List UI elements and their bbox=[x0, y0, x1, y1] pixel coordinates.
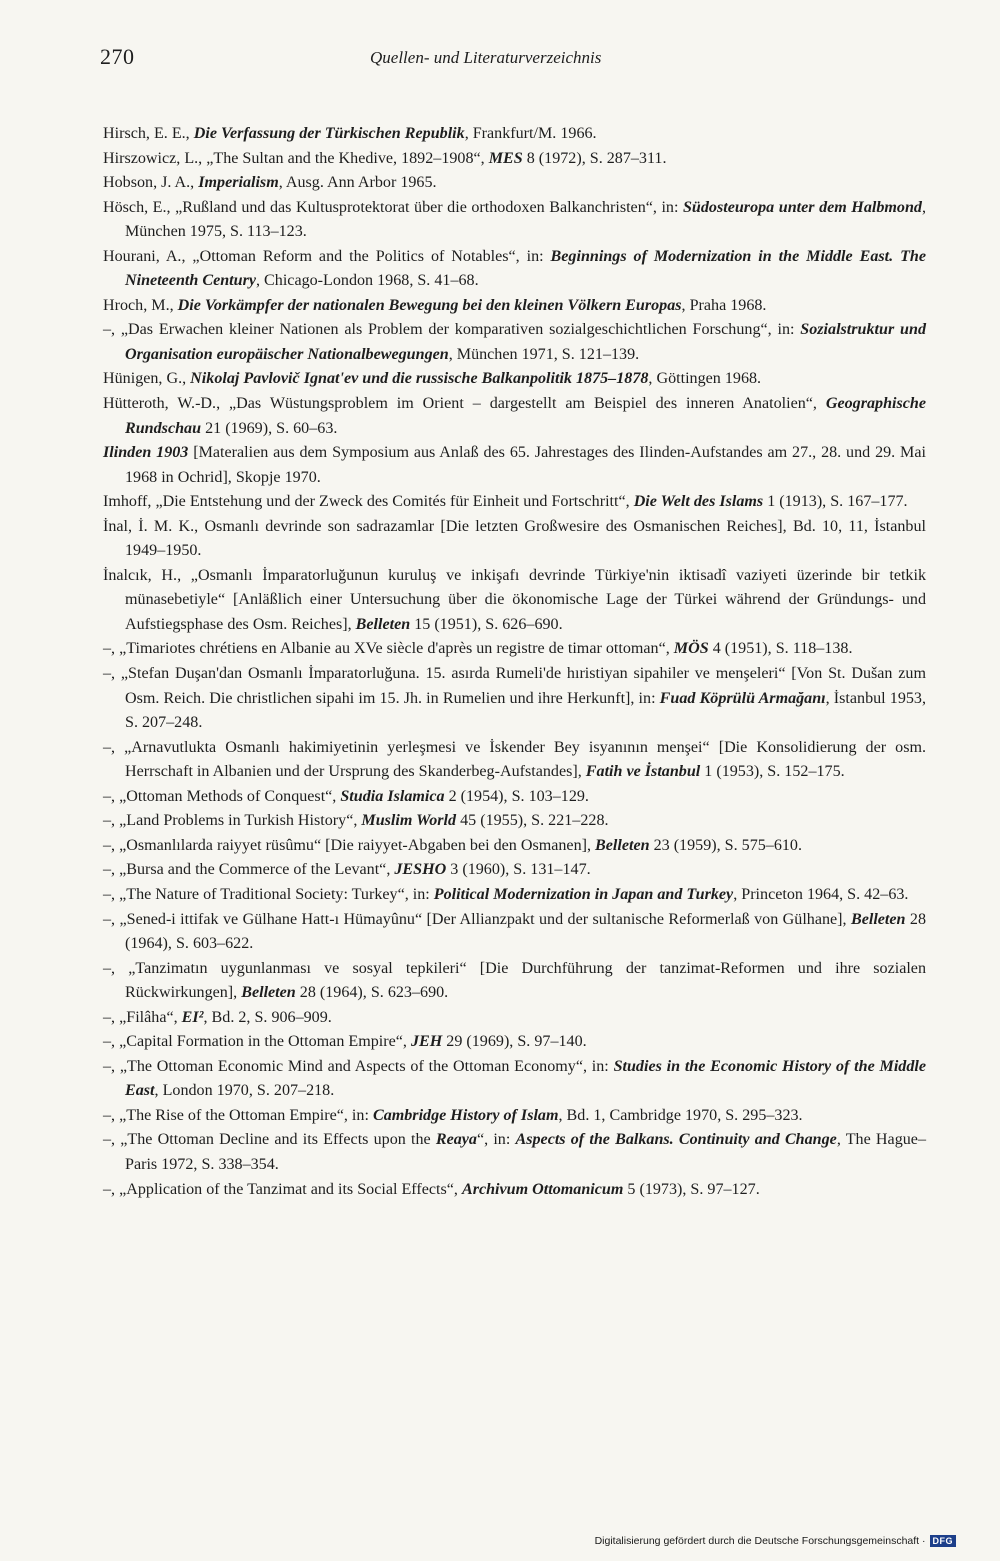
entry-text: 1 (1953), S. 152–175. bbox=[700, 763, 845, 781]
entry-text: 23 (1959), S. 575–610. bbox=[649, 836, 803, 854]
entry-text: İnal, İ. M. K., Osmanlı devrinde son sadrazamlar [Die letzten Großwesire des Osmanischen Reiches], Bd. 10, 11, İstanbul 1949–1950. bbox=[103, 517, 926, 560]
entry-title: Die Vorkämpfer der nationalen Bewegung bei den kleinen Völkern Europas bbox=[177, 296, 682, 314]
entry-text: 4 (1951), S. 118–138. bbox=[708, 640, 853, 658]
entry-text: Hirszowicz, L., „The Sultan and the Khedive, 1892–1908“, bbox=[103, 149, 489, 167]
entry-text: –, „Das Erwachen kleiner Nationen als Problem der komparativen sozialgeschichtlichen Forschung“, in: bbox=[103, 321, 801, 339]
entry-title: Political Modernization in Japan and Turkey bbox=[433, 885, 734, 903]
bibliography-entry bbox=[103, 809, 926, 834]
entry-text: –, „Ottoman Methods of Conquest“, bbox=[103, 787, 341, 805]
bibliography-entry bbox=[103, 122, 926, 147]
bibliography-entry bbox=[103, 1055, 926, 1104]
entry-text: –, „Bursa and the Commerce of the Levant“, bbox=[103, 861, 395, 879]
entry-text: , Bd. 2, S. 906–909. bbox=[203, 1008, 332, 1026]
entry-text: 45 (1955), S. 221–228. bbox=[456, 812, 609, 830]
entry-text: , München 1971, S. 121–139. bbox=[448, 345, 640, 363]
bibliography-entry bbox=[103, 196, 926, 245]
entry-title: Muslim World bbox=[361, 812, 457, 830]
bibliography-entry bbox=[103, 564, 926, 638]
entry-title: Fatih ve İstanbul bbox=[585, 763, 701, 781]
bibliography-entry bbox=[103, 1104, 926, 1129]
entry-title: Belleten bbox=[355, 615, 411, 633]
entry-title: Beginnings of Modernization in the Middle East. The Nineteenth Century bbox=[125, 247, 926, 290]
entry-text: 5 (1973), S. 97–127. bbox=[623, 1180, 760, 1198]
bibliography-entry bbox=[103, 858, 926, 883]
bibliography-entry bbox=[103, 662, 926, 736]
entry-text: –, „Application of the Tanzimat and its Social Effects“, bbox=[103, 1180, 462, 1198]
digitization-credit: Digitalisierung gefördert durch die Deutsche Forschungsgemeinschaft · bbox=[594, 1535, 926, 1547]
entry-text: –, „The Rise of the Ottoman Empire“, in: bbox=[103, 1106, 373, 1124]
entry-text: , Praha 1968. bbox=[681, 296, 767, 314]
bibliography-entry bbox=[103, 367, 926, 392]
entry-text: 8 (1972), S. 287–311. bbox=[522, 149, 667, 167]
entry-text: 1 (1913), S. 167–177. bbox=[763, 493, 908, 511]
entry-text: –, „Filâha“, bbox=[103, 1008, 182, 1026]
bibliography-entry bbox=[103, 1030, 926, 1055]
entry-text: [Materalien aus dem Symposium aus Anlaß des 65. Jahrestages des Ilinden-Aufstandes am 27., 28. und 29. Mai 1968 in Ochrid], Skopje 1970. bbox=[125, 444, 926, 486]
entry-text: , Frankfurt/M. 1966. bbox=[464, 125, 597, 142]
bibliography-entry bbox=[103, 785, 926, 810]
entry-text: Hirsch, E. E., bbox=[103, 125, 194, 142]
entry-title: Archivum Ottomanicum bbox=[461, 1180, 624, 1198]
entry-text: , London 1970, S. 207–218. bbox=[154, 1082, 335, 1100]
bibliography-entry bbox=[103, 392, 926, 441]
entry-title: Die Welt des Islams bbox=[633, 493, 764, 511]
bibliography-entry bbox=[103, 834, 926, 859]
entry-title: Ilinden 1903 bbox=[103, 444, 189, 462]
bibliography-entry bbox=[103, 1178, 926, 1203]
entry-title: Südosteuropa unter dem Halbmond bbox=[682, 198, 922, 216]
entry-text: Hösch, E., „Rußland und das Kultusprotektorat über die orthodoxen Balkanchristen“, in: bbox=[103, 198, 683, 216]
entry-text: –, „Arnavutlukta Osmanlı hakimiyetinin yerleşmesi ve İskender Bey isyanının menşei“ [Die Konsolidierung der osm. Herrschaft in Albanien und der Ursprung des Skanderbeg-Aufstandes], bbox=[103, 738, 926, 781]
entry-text: Hünigen, G., bbox=[103, 370, 191, 388]
entry-text: , Göttingen 1968. bbox=[648, 370, 762, 388]
bibliography-entry bbox=[103, 637, 926, 662]
bibliography-entry bbox=[103, 490, 926, 515]
entry-text: –, „Stefan Duşan'dan Osmanlı İmparatorluğuna. 15. asırda Rumeli'de hıristiyan sipahiler ve menşeleri“ [Von St. Dušan zum Osm. Reich. Die christlichen sipahi im 15. Jh. in Rumelien und ihre Herkunft], in: bbox=[103, 665, 926, 707]
entry-text: , The Hague–Paris 1972, S. 338–354. bbox=[125, 1131, 926, 1173]
entry-text: , Chicago-London 1968, S. 41–68. bbox=[256, 272, 479, 290]
entry-text: –, „Capital Formation in the Ottoman Empire“, bbox=[103, 1033, 411, 1051]
entry-text: Hroch, M., bbox=[103, 296, 178, 314]
bibliography-list bbox=[103, 122, 926, 1202]
entry-text: –, „The Ottoman Decline and its Effects upon the bbox=[103, 1131, 436, 1149]
footer bbox=[595, 1535, 956, 1547]
entry-text: –, „Timariotes chrétiens en Albanie au XVe siècle d'après un registre de timar ottoman“, bbox=[103, 640, 674, 658]
dfg-logo: DFG bbox=[930, 1535, 957, 1547]
entry-title: Studia Islamica bbox=[340, 787, 445, 805]
entry-text: Hourani, A., „Ottoman Reform and the Politics of Notables“, in: bbox=[103, 247, 551, 265]
entry-title: Imperialism bbox=[198, 174, 279, 192]
entry-text: 15 (1951), S. 626–690. bbox=[410, 615, 563, 633]
running-title: Quellen- und Literaturverzeichnis bbox=[370, 48, 602, 67]
entry-title: Cambridge History of Islam bbox=[372, 1106, 559, 1124]
bibliography-entry bbox=[103, 957, 926, 1006]
bibliography-entry bbox=[103, 441, 926, 490]
bibliography-entry bbox=[103, 1128, 926, 1177]
entry-title: Belleten bbox=[595, 836, 650, 854]
entry-text: Hobson, J. A., bbox=[103, 174, 199, 192]
entry-text: , Bd. 1, Cambridge 1970, S. 295–323. bbox=[558, 1106, 803, 1124]
entry-text: İnalcık, H., „Osmanlı İmparatorluğunun kuruluş ve inkişafı devrinde Türkiye'nin iktisadî vaziyeti üzerinde bir tetkik münasebetiyle“ [Anläßlich einer Untersuchung über die ökonomische Lage der Türkei während der Gründungs- und Aufstiegsphase des Osm. Reiches], bbox=[103, 566, 926, 633]
entry-text: 28 (1964), S. 603–622. bbox=[125, 910, 926, 953]
page-number: 270 bbox=[100, 44, 135, 69]
entry-title: JEH bbox=[410, 1033, 443, 1051]
bibliography-entry bbox=[103, 147, 926, 172]
entry-text: –, „Tanzimatın uygunlanması ve sosyal tepkileri“ [Die Durchführung der tanzimat-Reformen und ihre sozialen Rückwirkungen], bbox=[103, 959, 926, 1002]
entry-title: Belleten bbox=[850, 910, 906, 928]
entry-text: , Princeton 1964, S. 42–63. bbox=[733, 885, 909, 903]
entry-title: Reaya bbox=[435, 1131, 477, 1149]
entry-title: Nikolaj Pavlovič Ignat'ev und die russische Balkanpolitik 1875–1878 bbox=[190, 370, 649, 388]
entry-text: Hütteroth, W.-D., „Das Wüstungsproblem im Orient – dargestellt am Beispiel des inneren Anatolien“, bbox=[103, 395, 826, 413]
entry-title: Studies in the Economic History of the Middle East bbox=[125, 1057, 926, 1100]
bibliography-entry bbox=[103, 245, 926, 294]
entry-text: 21 (1969), S. 60–63. bbox=[201, 419, 338, 437]
bibliography-entry bbox=[103, 515, 926, 564]
entry-text: –, „Land Problems in Turkish History“, bbox=[103, 812, 362, 830]
bibliography-entry bbox=[103, 1006, 926, 1031]
entry-title: Die Verfassung der Türkischen Republik bbox=[193, 125, 465, 142]
entry-text: , Ausg. Ann Arbor 1965. bbox=[278, 174, 437, 192]
entry-text: Imhoff, „Die Entstehung und der Zweck des Comités für Einheit und Fortschritt“, bbox=[103, 493, 634, 511]
bibliography-entry bbox=[103, 883, 926, 908]
entry-title: MES bbox=[488, 149, 523, 167]
entry-text: 2 (1954), S. 103–129. bbox=[444, 787, 589, 805]
bibliography-entry bbox=[103, 294, 926, 319]
entry-title: MÖS bbox=[673, 640, 709, 658]
entry-title: Fuad Köprülü Armağanı bbox=[659, 689, 826, 707]
bibliography-entry bbox=[103, 736, 926, 785]
entry-text: –, „Osmanlılarda raiyyet rüsûmu“ [Die raiyyet-Abgaben bei den Osmanen], bbox=[103, 836, 596, 854]
entry-text: , München 1975, S. 113–123. bbox=[125, 198, 926, 241]
entry-title: EI² bbox=[181, 1008, 204, 1026]
entry-title: Aspects of the Balkans. Continuity and Change bbox=[515, 1131, 837, 1149]
bibliography-entry bbox=[103, 908, 926, 957]
bibliography-entry bbox=[103, 318, 926, 367]
entry-text: –, „The Nature of Traditional Society: Turkey“, in: bbox=[103, 885, 434, 903]
bibliography-entry bbox=[103, 171, 926, 196]
entry-text: “, in: bbox=[476, 1131, 516, 1149]
entry-text: , İstanbul 1953, S. 207–248. bbox=[125, 689, 926, 732]
entry-text: 3 (1960), S. 131–147. bbox=[446, 861, 591, 879]
entry-text: –, „Sened-i ittifak ve Gülhane Hatt-ı Hümayûnu“ [Der Allianzpakt und der sultanische Reformerlaß von Gülhane], bbox=[103, 910, 851, 928]
entry-text: 28 (1964), S. 623–690. bbox=[295, 984, 449, 1002]
entry-title: Sozialstruktur und Organisation europäischer Nationalbewegungen bbox=[125, 321, 926, 363]
entry-title: Belleten bbox=[241, 984, 296, 1002]
entry-title: JESHO bbox=[394, 861, 447, 879]
entry-title: Geographische Rundschau bbox=[125, 395, 926, 437]
entry-text: –, „The Ottoman Economic Mind and Aspects of the Ottoman Economy“, in: bbox=[103, 1057, 614, 1075]
entry-text: 29 (1969), S. 97–140. bbox=[442, 1033, 587, 1051]
